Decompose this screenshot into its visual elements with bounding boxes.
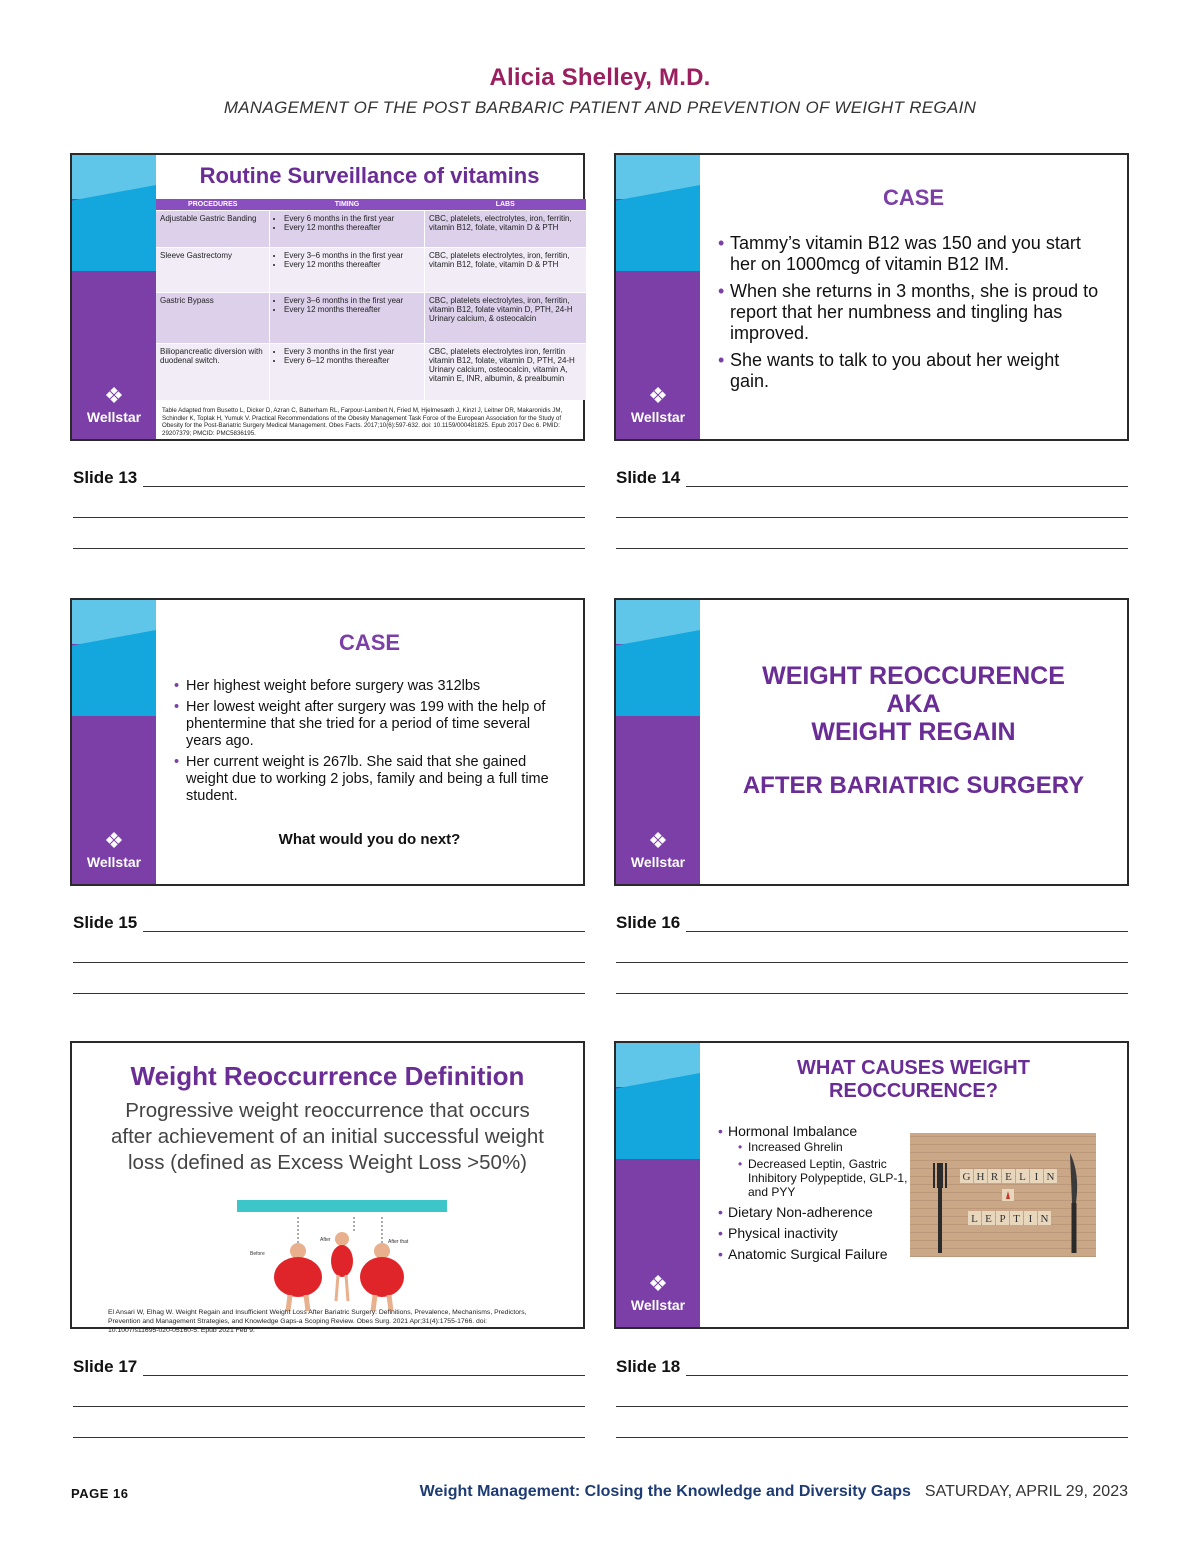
page-number: PAGE 16	[71, 1486, 129, 1501]
slide-17	[70, 1041, 585, 1334]
slide-16	[614, 598, 1129, 886]
svg-text:H: H	[976, 1171, 985, 1183]
list-item: • Tammy’s vitamin B12 was 150 and you start her on 1000mcg of vitamin B12 IM.	[718, 233, 1103, 275]
slide-14	[614, 153, 1129, 441]
slide-15	[70, 598, 585, 886]
page-header	[0, 64, 1200, 118]
fig-label: After that	[388, 1239, 409, 1245]
slide-reference: Table Adapted from Busetto L, Dicker D, Azran C, Batterham RL, Farpour-Lambert N, Fried M, Hjelmesæth J, Kinzl J, Leitner DR, Makaronidis JM, Schindler K, Toplak H, Yumuk V. Practical Recommendations of the Obesity Management Task Force of the European Association for the Study of Obesity for the Post-Bariatric Surgery Medical Management. Obes Facts. 2017;10(6):597-632. doi: 10.1159/000481825. Epub 2017 Dec 6. PMID: 29207379; PMCID: PMC5836195.	[162, 407, 563, 437]
svg-text:T: T	[1013, 1213, 1020, 1225]
svg-text:N: N	[1046, 1171, 1055, 1183]
wellstar-logo: ❖ Wellstar	[630, 383, 686, 425]
brand-bar	[72, 600, 156, 884]
svg-text:I: I	[1028, 1213, 1033, 1225]
list-item: Dietary Non-adherence	[728, 1204, 873, 1220]
ghrelin-leptin-photo	[910, 1133, 1096, 1257]
list-item: • Her lowest weight after surgery was 199 with the help of phentermine that she tried for a period of time several years ago.	[174, 699, 553, 750]
event-date: SATURDAY, APRIL 29, 2023	[924, 1483, 1128, 1500]
definition-text: Progressive weight reoccurrence that occurs after achievement of an initial successful weight loss (defined as Excess Weight Loss >50%)	[110, 1099, 544, 1174]
list-item: • Her highest weight before surgery was 312lbs	[174, 678, 553, 695]
svg-text:L: L	[971, 1213, 978, 1225]
slide-label: Slide 13	[73, 468, 138, 487]
slide-title: CASE	[338, 630, 401, 655]
slide-title: Weight Reoccurrence Definition	[130, 1061, 525, 1091]
brand-bar	[616, 1043, 700, 1327]
conference-title: Weight Management: Closing the Knowledge and Diversity Gaps	[419, 1483, 911, 1500]
table-row: Adjustable Gastric Banding • Every 6 months in the first year • Every 12 months thereafter CBC, platelets, electrolytes, iron, ferritin, vitamin B12, folate, vitamin D & PTH	[156, 211, 586, 248]
brand-bar	[72, 155, 156, 439]
list-item: • Her current weight is 267lb. She said that she gained weight due to working 2 jobs, family and being a full time student.	[174, 754, 553, 805]
slide-reference: El Ansari W, Elhag W. Weight Regain and Insufficient Weight Loss After Bariatric Surgery: Definitions, Prevalence, Mechanisms, Predictors, Prevention and Management Strategies, and Knowledge Gaps-a Scoping Review. Obes Surg. 2021 Apr;31(4):1755-1766. doi: 10.1007/s11695-020-05160-5. Epub 2021 Feb 9.	[108, 1309, 527, 1334]
list-item: • She wants to talk to you about her weight gain.	[718, 350, 1103, 392]
slide-label: Slide 17	[73, 1357, 138, 1376]
table-header: PROCEDURES	[156, 199, 270, 211]
table-header: LABS	[425, 199, 587, 211]
highlight-bar	[237, 1200, 447, 1212]
slide-label: Slide 18	[616, 1357, 681, 1376]
slide-subtitle: AFTER BARIATRIC SURGERY	[742, 772, 1085, 799]
list-item: Hormonal Imbalance	[728, 1123, 858, 1139]
wellstar-logo: ❖ Wellstar	[630, 1271, 686, 1313]
weight-regain-illustration	[242, 1215, 422, 1315]
svg-text:P: P	[999, 1213, 1006, 1225]
slide-title: WHAT CAUSES WEIGHT REOCCURENCE?	[797, 1057, 1030, 1102]
svg-text:I: I	[1034, 1171, 1039, 1183]
list-item: Anatomic Surgical Failure	[728, 1246, 888, 1262]
slide-title: CASE	[882, 185, 945, 210]
list-item: Decreased Leptin, Gastric Inhibitory Polypeptide, GLP-1, and PYY	[748, 1157, 908, 1199]
wellstar-logo: ❖ Wellstar	[630, 828, 686, 870]
svg-text:N: N	[1040, 1213, 1049, 1225]
case-question: What would you do next?	[278, 831, 461, 848]
author-name: Alicia Shelley, M.D.	[489, 64, 711, 91]
presentation-subtitle: MANAGEMENT OF THE POST BARBARIC PATIENT AND PREVENTION OF WEIGHT REGAIN	[223, 98, 977, 117]
surveillance-table	[156, 199, 586, 400]
cause-list: • Hormonal Imbalance • Increased Ghrelin • Decreased Leptin, Gastric Inhibitory Polypeptide, GLP-1, and PYY • Dietary Non-adherence • Physical inactivity • Anatomic Surgical Failure	[718, 1123, 908, 1262]
slide-label: Slide 14	[616, 468, 681, 487]
svg-text:G: G	[962, 1171, 971, 1183]
page-footer	[420, 1483, 1128, 1501]
case-bullets	[718, 233, 1103, 392]
table-header: TIMING	[270, 199, 425, 211]
fig-label: Before	[250, 1251, 265, 1257]
case-bullets	[174, 678, 553, 805]
list-item: Increased Ghrelin	[748, 1140, 843, 1154]
fig-label: After	[320, 1237, 331, 1243]
svg-text:E: E	[985, 1213, 992, 1225]
table-row: Gastric Bypass • Every 3–6 months in the first year • Every 12 months thereafter CBC, platelets electrolytes, iron, ferritin, vitamin B12, folate vitamin D, PTH, 24-H Urinary calcium, & osteocalcin	[156, 293, 586, 344]
table-row: Biliopancreatic diversion with duodenal switch. • Every 3 months in the first year • Every 6–12 months thereafter CBC, platelets electrolytes iron, ferritin vitamin B12, folate, vitamin D, PTH, 24-H Urinary calcium, osteocalcin, vitamin A, vitamin E, INR, albumin, & prealbumin	[156, 344, 586, 401]
wellstar-logo: ❖ Wellstar	[86, 383, 142, 425]
slide-title: WEIGHT REOCCURENCE AKA WEIGHT REGAIN	[762, 662, 1065, 746]
slide-18	[614, 1041, 1129, 1329]
svg-text:L: L	[1019, 1171, 1026, 1183]
slide-13	[70, 153, 585, 441]
slide-label: Slide 15	[73, 913, 138, 932]
table-row: Sleeve Gastrectomy • Every 3–6 months in the first year • Every 12 months thereafter CBC, platelets electrolytes, iron, ferritin, vitamin B12, folate, vitamin D & PTH	[156, 248, 586, 293]
svg-text:E: E	[1005, 1171, 1012, 1183]
list-item: Physical inactivity	[728, 1225, 838, 1241]
wellstar-logo: ❖ Wellstar	[86, 828, 142, 870]
brand-bar	[616, 155, 700, 439]
svg-text:R: R	[990, 1171, 999, 1183]
slide-label: Slide 16	[616, 913, 681, 932]
list-item: • When she returns in 3 months, she is proud to report that her numbness and tingling has improved.	[718, 281, 1103, 344]
slide-title: Routine Surveillance of vitamins	[199, 163, 540, 188]
brand-bar	[616, 600, 700, 884]
